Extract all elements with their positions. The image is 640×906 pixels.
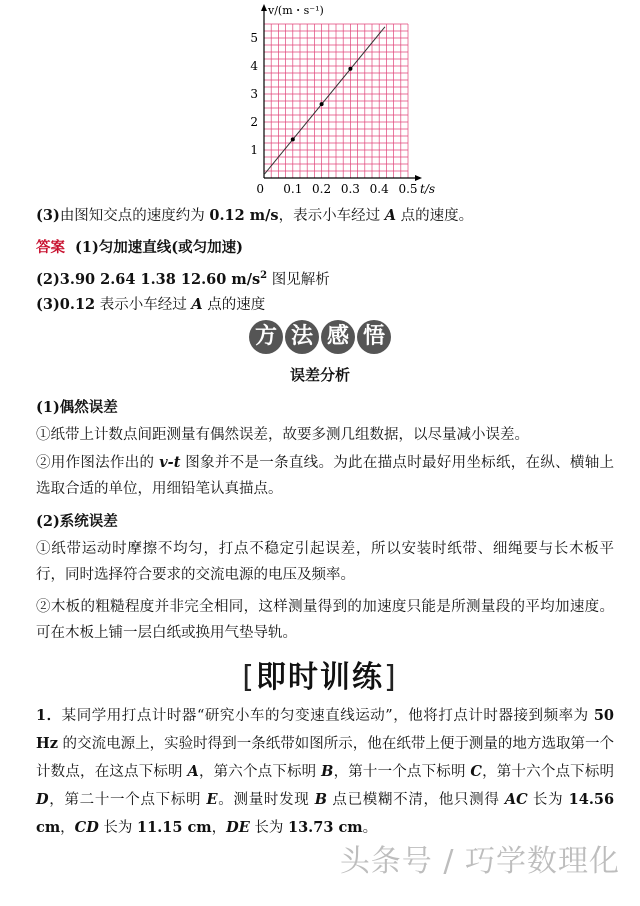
answer-line-1 [36, 238, 243, 258]
random-error-para-1: ①纸带上计数点间距测量有偶然误差，故要多测几组数据，以尽量减小误差。 [36, 427, 529, 443]
p2-text-a: ②用作图法作出的 [36, 455, 160, 471]
answer-3-value: (3)0.12 [36, 296, 96, 313]
random-error-heading-text: (1)偶然误差 [36, 399, 118, 416]
x-tick-label: 0.3 [340, 182, 360, 196]
q1-text-m: 长为 [249, 820, 288, 836]
q1-text-g: 。测量时发现 [217, 792, 315, 808]
answer-key: 答案 [36, 240, 65, 256]
q1-value-de: 13.73 cm [288, 819, 363, 836]
method-insight-banner [0, 320, 640, 354]
part3-point-a: A [384, 207, 396, 224]
p2-vt: v-t [159, 454, 181, 471]
q1-label-de: DE [226, 819, 250, 836]
answer-line-3 [36, 295, 265, 315]
part3-line [36, 206, 473, 226]
y-tick-label: 3 [250, 87, 258, 101]
random-error-heading [36, 398, 118, 418]
part3-text-b: ，表示小车经过 [278, 208, 385, 224]
q1-text-d: ，第十一个点下标明 [333, 764, 471, 780]
q1-label-c: C [470, 763, 482, 780]
q1-text-f: ，第二十一个点下标明 [48, 792, 207, 808]
q1-text-n: 。 [362, 820, 378, 836]
q1-text-i: 长为 [527, 792, 569, 808]
title-left-bracket: [ [242, 660, 256, 695]
q1-text-h: 点已模糊不清，他只测得 [327, 792, 505, 808]
x-tick-label: 0.5 [398, 182, 418, 196]
q1-label-b2: B [314, 791, 328, 808]
question-1 [36, 702, 614, 842]
q1-text-l: ， [211, 820, 227, 836]
q1-text-j: ， [60, 820, 75, 836]
answer-1: (1)匀加速直线(或匀加速) [75, 239, 244, 256]
q1-label-ac: AC [504, 791, 528, 808]
y-tick-label: 4 [250, 59, 258, 73]
badge-char-4: 悟 [357, 320, 391, 354]
instant-training-title [0, 652, 640, 696]
q1-value-cd: 11.15 cm [137, 819, 212, 836]
q1-label-b: B [321, 763, 334, 780]
q1-text-a: 某同学用打点计时器“研究小车的匀变速直线运动”，他将打点计时器接到频率为 [61, 708, 594, 724]
vt-chart-svg [246, 4, 436, 200]
q1-frequency: 50 Hz [36, 707, 614, 752]
error-analysis-heading: 误差分析 [289, 366, 350, 384]
q1-text-k: 长为 [98, 820, 138, 836]
x-tick-label: 0.2 [312, 182, 332, 196]
y-tick-label: 5 [250, 31, 258, 45]
q1-text-b: 的交流电源上，实验时得到一条纸带如图所示，他在纸带上便于测量的地方选取第一个计数点，在这点下标明 [36, 736, 614, 780]
x-tick-label: 0.1 [283, 182, 303, 196]
data-point [291, 137, 295, 141]
data-point [348, 67, 352, 71]
answer-3-text-b: 点的速度 [202, 297, 266, 313]
part3-text-c: 点的速度。 [395, 208, 474, 224]
answer-2-values: (2)3.90 2.64 1.38 12.60 m/s [36, 270, 261, 288]
badge-char-2: 法 [285, 320, 319, 354]
y-axis-label: v/(m・s⁻¹) [268, 4, 324, 17]
x-tick-label: 0 [256, 182, 264, 196]
q1-label-d: D [36, 791, 49, 808]
y-axis-arrow [261, 4, 267, 11]
part3-number: (3) [36, 207, 60, 224]
q1-text-c: ，第六个点下标明 [198, 764, 322, 780]
badge-char-3: 感 [321, 320, 355, 354]
answer-2-sup: 2 [260, 270, 268, 281]
q1-label-e: E [206, 791, 218, 808]
badge-char-1: 方 [249, 320, 283, 354]
title-right-bracket: ] [384, 660, 398, 695]
title-text: 即时训练 [256, 660, 384, 695]
x-axis-label: t/s [420, 182, 436, 196]
y-tick-label: 1 [250, 143, 258, 157]
data-point [320, 102, 324, 106]
x-axis-arrow [415, 175, 422, 181]
answer-3-point-a: A [191, 296, 203, 313]
velocity-time-chart [246, 4, 436, 200]
part3-value: 0.12 m/s [209, 207, 279, 224]
watermark: 头条号 / 巧学数理化 [339, 844, 620, 879]
systematic-error-para-1: ①纸带运动时摩擦不均匀，打点不稳定引起误差，所以安装时纸带、细绳要与长木板平行，同时选择符合要求的交流电源的电压及频率。 [36, 541, 614, 583]
systematic-error-para-2: ②木板的粗糙程度并非完全相同，这样测量得到的加速度只能是所测量段的平均加速度。可在木板上铺一层白纸或换用气垫导轨。 [36, 599, 614, 641]
part3-text-a: 由图知交点的速度约为 [59, 208, 210, 224]
q1-label-cd: CD [74, 819, 99, 836]
q1-number: 1． [36, 707, 62, 724]
answer-3-text-a: 表示小车经过 [95, 297, 192, 313]
p2-text-b: 图象并不是一条直线。为此在描点时最好用坐标纸，在纵、横轴上选取合适的单位，用细铅笔认真描点。 [36, 455, 615, 497]
q1-label-a: A [187, 763, 199, 780]
random-error-para-2 [36, 450, 614, 502]
answer-line-2 [36, 266, 330, 290]
q1-text-e: ，第十六个点下标明 [481, 764, 615, 780]
systematic-error-heading [36, 512, 118, 532]
y-tick-label: 2 [250, 115, 258, 129]
x-tick-label: 0.4 [369, 182, 389, 196]
systematic-error-heading-text: (2)系统误差 [36, 513, 118, 530]
answer-2-tail: 图见解析 [267, 271, 330, 288]
q1-value-ac: 14.56 cm [36, 791, 615, 836]
